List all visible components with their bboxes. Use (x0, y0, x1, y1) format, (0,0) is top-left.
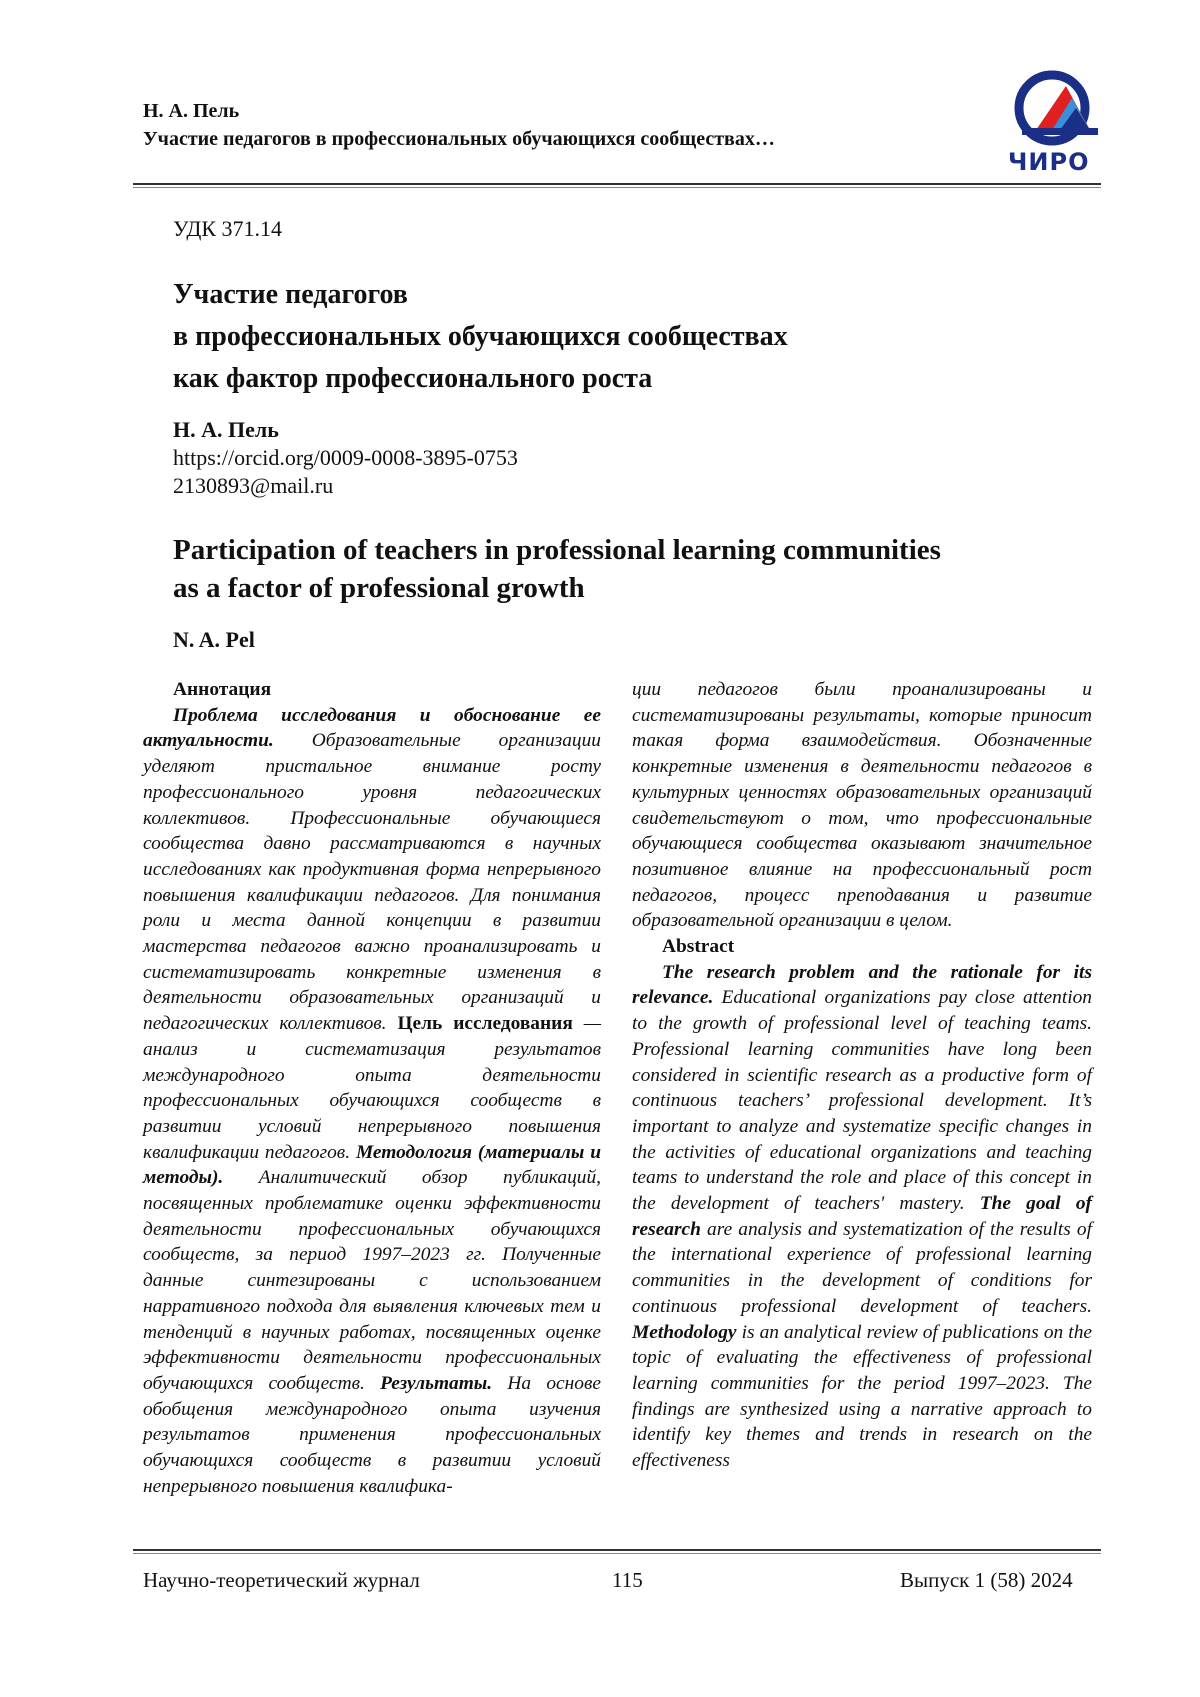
running-header (143, 96, 1103, 154)
author-email-link[interactable]: 2130893@mail.ru (173, 472, 518, 500)
goal-label: Цель исследования (397, 1013, 572, 1034)
abstract-problem-label: The research problem and the rationale for its relevance. (632, 962, 1092, 1009)
results-text: На основе обобщения международного опыта изучения результатов применения профессиональных обучающихся сообществ в развитии условий непрерывного повышения квалифика- (143, 1373, 601, 1497)
footer-issue: Выпуск 1 (58) 2024 (900, 1568, 1073, 1593)
abstract-problem-text: Educational organizations pay close attention to the growth of professional level of teaching teams. Professional learning communities have long been considered in scientific research as a productive form of continuous teachers’ professional development. It’s important to analyze and systematize specific changes in the activities of educational organizations and teaching teams to understand the role and place of this concept in the development of teachers' mastery. (632, 987, 1092, 1214)
footer-rule-thin (133, 1553, 1101, 1554)
title-en-line: as a factor of professional growth (173, 569, 1093, 607)
annotation-continuation: ции педагогов были проанализированы и систематизированы результаты, которые приносит такая форма взаимодействия. Обозначенные конкретные изменения в деятельности педагогов в культурных ценностях образовательных организаций свидетельствуют о том, что профессиональные обучающиеся сообщества оказывают значительное позитивное влияние на профессиональный рост педагогов, процесс преподавания и развитие образовательной организации в целом. (632, 677, 1092, 934)
title-ru-line: как фактор профессионального роста (173, 358, 1073, 400)
problem-text: Образовательные организации уделяют пристальное внимание росту профессионального уровня педагогических коллективов. Профессиональные обучающиеся сообщества давно рассматриваются в научных исследованиях как продуктивная форма непрерывного повышения квалификации педагогов. Для понимания роли и места данной концепции в развитии мастерства педагогов важно проанализировать и систематизировать конкретные изменения в деятельности образовательных организаций и педагогических коллективов. (143, 730, 601, 1034)
author-orcid-link[interactable]: https://orcid.org/0009-0008-3895-0753 (173, 444, 518, 472)
abstract-method-text: is an analytical review of publications on the topic of evaluating the effectiveness of professional learning communities for the period 1997–2023. The findings are synthesized using a narrative approach to identify key themes and trends in research on the effectiveness (632, 1322, 1092, 1472)
title-ru-line: Участие педагогов (173, 274, 1073, 316)
abstract-heading: Abstract (632, 934, 1092, 960)
footer-rule (133, 1549, 1101, 1551)
article-title-en (173, 531, 1093, 607)
header-title: Участие педагогов в профессиональных обучающихся сообществах… (143, 124, 1103, 154)
footer-journal: Научно-теоретический журнал (143, 1568, 420, 1593)
article-title-ru (173, 274, 1073, 400)
header-author: Н. А. Пель (143, 96, 1103, 126)
abstract-goal-label: The goal of research (632, 1193, 1092, 1240)
problem-label: Проблема исследования и обоснование ее актуальности. (143, 705, 601, 752)
results-label: Результаты. (380, 1373, 492, 1394)
abstract-paragraph (632, 960, 1092, 1474)
logo-text: ЧИРО (1008, 148, 1104, 176)
annotation-heading: Аннотация (143, 677, 601, 703)
header-rule (133, 183, 1101, 185)
annotation-column-right (632, 677, 1092, 1474)
abstract-goal-text: are analysis and systematization of the results of the international experience of professional learning communities in the development of conditions for continuous professional development of teachers. (632, 1219, 1092, 1317)
abstract-method-label: Methodology (632, 1322, 737, 1343)
title-ru-line: в профессиональных обучающихся сообществах (173, 316, 1073, 358)
udc-code: УДК 371.14 (173, 216, 282, 242)
goal-text: — анализ и систематизация результатов международного опыта деятельности профессиональных обучающихся сообществ в развитии условий непрерывного повышения квалификации педагогов. (143, 1013, 601, 1163)
page-number: 115 (612, 1568, 643, 1593)
annotation-paragraph (143, 703, 601, 1500)
method-label: Методология (материалы и методы). (143, 1142, 601, 1189)
header-rule-thin (133, 187, 1101, 188)
title-en-line: Participation of teachers in professional learning communities (173, 531, 1093, 569)
author-name: Н. А. Пель (173, 416, 518, 444)
annotation-column-left (143, 677, 601, 1500)
author-block (173, 416, 518, 500)
method-text: Аналитический обзор публикаций, посвященных проблематике оценки эффективности деятельности профессиональных обучающихся сообществ, за период 1997–2023 гг. Полученные данные синтезированы с использованием нарративного подхода для выявления ключевых тем и тенденций в научных работах, посвященных оценке эффективности деятельности профессиональных обучающихся сообществ. (143, 1167, 601, 1394)
author-name-en: N. A. Pel (173, 627, 255, 653)
